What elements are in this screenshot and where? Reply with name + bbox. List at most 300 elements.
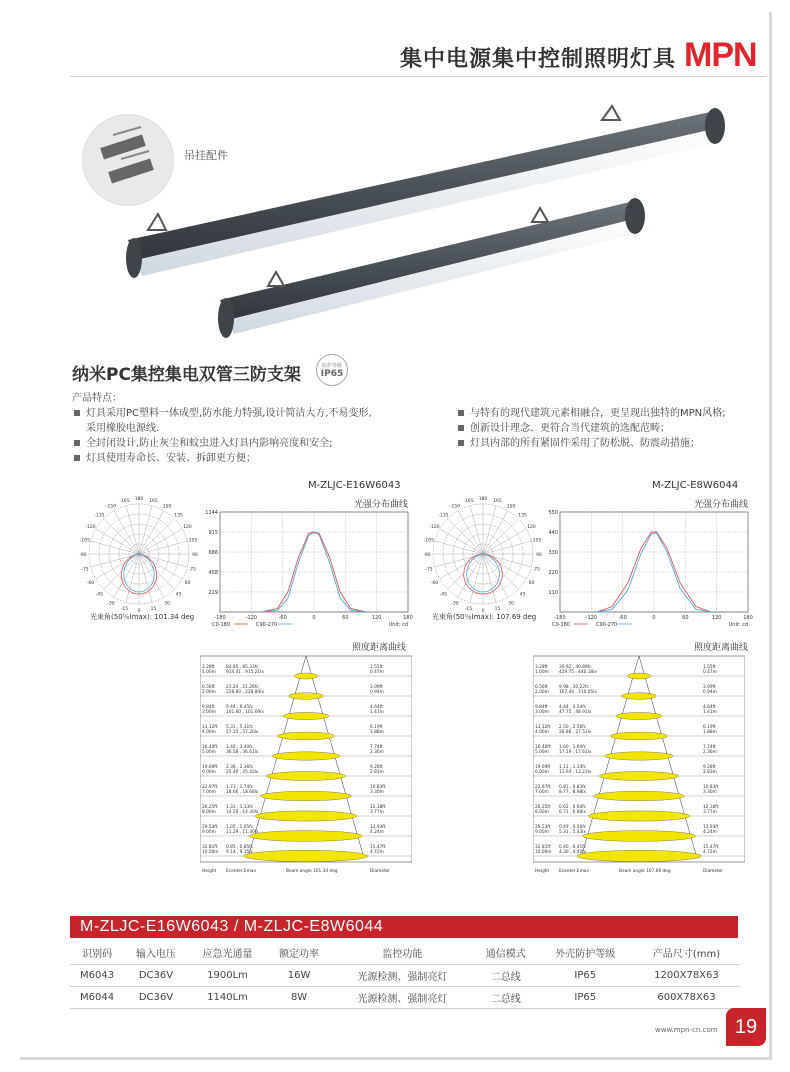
diameter-ft: 12.38ft (370, 805, 386, 810)
polar-tick-label: -30 (451, 601, 459, 607)
col-header: 应急光通量 (188, 942, 268, 964)
polar-tick-label: 90 (192, 553, 198, 558)
x-tick-label: -60 (278, 615, 287, 621)
polar-tick-label: -15 (120, 607, 129, 613)
y-tick-label: 1144 (205, 510, 218, 516)
col-header: 通信模式 (474, 942, 538, 964)
polar-tick-label: 0 (137, 609, 141, 614)
polar-tick-label: -150 (449, 504, 461, 510)
polar-tick-label: -165 (119, 498, 130, 504)
polar-tick-label: -60 (430, 581, 439, 586)
height-m: 9.00m (535, 830, 549, 835)
polar-tick-label: 75 (190, 567, 196, 573)
polar-spoke (91, 541, 139, 554)
beam-spot (622, 693, 656, 700)
polar-caption-left: 光束角(50％Imax): 101.34 deg (90, 613, 195, 621)
height-m: 8.00m (535, 810, 549, 815)
height-m: 5.00m (202, 750, 216, 755)
y-tick-label: 220 (548, 570, 558, 576)
polar-spoke (435, 541, 483, 554)
polar-tick-label: -135 (94, 513, 105, 519)
height-ft: 9.84ft (535, 705, 548, 710)
ip-badge-value: IP65 (320, 369, 344, 379)
polar-spoke (483, 554, 496, 602)
polar-spoke (458, 511, 483, 554)
polar-tick-label: 30 (508, 601, 514, 607)
x-tick-label: 0 (652, 615, 656, 621)
page-number: 19 (726, 1008, 766, 1046)
x-tick-label: -120 (245, 615, 258, 621)
diameter-m: 2.83m (703, 770, 717, 775)
diameter-ft: 6.19ft (370, 725, 383, 730)
polar-tick-label: 135 (518, 513, 527, 519)
diameter-ft: 9.28ft (703, 765, 716, 770)
polar-tick-label: -105 (79, 538, 91, 544)
polar-tick-label: -135 (438, 513, 449, 519)
polar-tick-label: 75 (534, 567, 540, 573)
diameter-ft: 13.93ft (370, 825, 386, 830)
cell: 二总线 (474, 986, 538, 1008)
illum-lx: 11.94 , 12.23lx (559, 770, 592, 775)
polar-tick-label: 60 (184, 581, 191, 586)
footer-height: Height (535, 869, 550, 874)
col-header: 产品尺寸(mm) (633, 942, 740, 964)
diameter-m: 4.24m (370, 830, 384, 835)
height-m: 1.00m (535, 670, 549, 675)
diameter-m: 3.77m (703, 810, 717, 815)
col-header: 额定功率 (267, 942, 331, 964)
diameter-m: 0.94m (703, 690, 717, 695)
polar-spoke (483, 519, 518, 554)
x-tick-label: 180 (403, 615, 413, 621)
diameter-ft: 15.47ft (370, 845, 386, 850)
polar-spoke (440, 554, 483, 579)
polar-tick-label: 165 (493, 498, 502, 504)
spec-band-title: M-ZLJC-E16W6043 / M-ZLJC-E8W6044 (80, 918, 384, 935)
height-m: 9.00m (202, 830, 216, 835)
polar-spoke (114, 511, 139, 554)
illum-lx: 18.66 , 18.68lx (226, 790, 259, 795)
polar-tick-label: -15 (464, 607, 473, 613)
polar-tick-label: 105 (188, 538, 198, 544)
beam-spot (583, 831, 696, 842)
height-m: 4.00m (202, 730, 216, 735)
polar-tick-label: 120 (183, 525, 192, 530)
illum-fc: 84.95 , 85.33fc (226, 665, 259, 670)
cell: DC36V (124, 986, 188, 1008)
diameter-m: 0.47m (370, 670, 384, 675)
diameter-ft: 15.47ft (703, 845, 719, 850)
illuminance-chart-left (200, 652, 412, 878)
height-ft: 6.56ft (202, 685, 215, 690)
height-ft: 19.69ft (202, 765, 218, 770)
intensity-title-left: 光强分布曲线 (354, 500, 409, 510)
polar-tick-label: -30 (107, 601, 115, 607)
x-tick-label: -120 (585, 615, 598, 621)
polar-tick-label: 150 (162, 504, 172, 510)
beam-spot (250, 831, 363, 842)
product-title: 纳米PC集控集电双管三防支架 (72, 365, 301, 385)
col-header: 监控功能 (331, 942, 474, 964)
height-ft: 16.40ft (535, 745, 551, 750)
legend-c90: C90-270 (256, 622, 278, 628)
website-url: www.mpn-cn.com (655, 1026, 718, 1034)
illum-lx: 11.29 , 11.30lx (226, 830, 259, 835)
diameter-ft: 10.83ft (703, 785, 719, 790)
polar-tick-label: -120 (85, 525, 96, 530)
beam-spot (289, 693, 323, 700)
height-ft: 13.12ft (535, 725, 551, 730)
diameter-ft: 6.19ft (703, 725, 716, 730)
y-tick-label: 458 (208, 569, 218, 576)
polar-spoke (483, 529, 526, 554)
cell: DC36V (124, 964, 188, 986)
height-m: 7.00m (202, 790, 216, 795)
beam-spot (244, 850, 368, 861)
height-ft: 9.84ft (202, 705, 215, 710)
cell: 1140Lm (188, 986, 268, 1008)
illum-fc: 0.85 , 0.85fc (226, 845, 254, 850)
diameter-m: 3.30m (703, 790, 717, 795)
polar-tick-label: -150 (105, 504, 117, 510)
feature-item: 灯具内部的所有紧固件采用了防松脱、防震动措施； (456, 436, 766, 451)
diameter-ft: 4.64ft (370, 705, 383, 710)
height-ft: 29.53ft (202, 825, 218, 830)
illum-lx: 57.15 , 57.20lx (226, 730, 259, 735)
polar-tick-label: 135 (174, 513, 183, 519)
polar-chart-right (418, 492, 548, 622)
polar-chart-left (74, 492, 204, 622)
footer-height: Height (202, 869, 217, 874)
illum-fc: 1.73 , 1.74fc (226, 785, 254, 790)
polar-tick-label: 180 (134, 497, 144, 502)
diameter-m: 1.41m (703, 710, 717, 715)
height-m: 5.00m (535, 750, 549, 755)
cell: IP65 (538, 986, 633, 1008)
diameter-m: 1.88m (370, 730, 384, 735)
polar-tick-label: -90 (79, 553, 87, 558)
polar-caption-right: 光束角(50％Imax): 107.69 deg (432, 613, 537, 621)
polar-spoke (139, 519, 174, 554)
illum-lx: 8.77 , 8.98lx (559, 790, 586, 795)
diameter-ft: 12.38ft (703, 805, 719, 810)
polar-spoke (448, 519, 483, 554)
illum-fc: 5.31 , 5.31fc (226, 725, 254, 730)
diameter-m: 3.77m (370, 810, 384, 815)
height-ft: 22.97ft (202, 785, 218, 790)
y-tick-label: 330 (548, 550, 558, 556)
beam-spot (272, 752, 340, 760)
intensity-chart-left (200, 508, 415, 636)
beam-spot (588, 811, 690, 821)
cell: 8W (267, 986, 331, 1008)
diameter-ft: 7.74ft (370, 745, 383, 750)
features-left (72, 406, 372, 466)
beam-spot (278, 732, 335, 740)
height-ft: 3.28ft (202, 665, 215, 670)
illum-lx: 26.86 , 27.51lx (559, 730, 592, 735)
height-m: 2.00m (535, 690, 549, 695)
cell: M6044 (70, 986, 124, 1008)
polar-spoke (483, 554, 508, 597)
polar-spoke (104, 519, 139, 554)
polar-spoke (139, 529, 182, 554)
beam-spot (283, 712, 329, 719)
cell: 600X78X63 (633, 986, 740, 1008)
polar-spoke (483, 506, 496, 554)
illum-fc: 2.36 , 2.36fc (226, 765, 254, 770)
features-heading: 产品特点： (72, 393, 122, 404)
beam-spot (616, 712, 662, 719)
cell: 1200X78X63 (633, 964, 740, 986)
diameter-ft: 7.74ft (703, 745, 716, 750)
polar-tick-label: -75 (81, 567, 89, 573)
diameter-ft: 3.09ft (703, 685, 716, 690)
height-m: 6.00m (202, 770, 216, 775)
accessory-label: 吊挂配件 (184, 149, 228, 162)
hanging-accessory-image (82, 114, 174, 206)
polar-spoke (96, 529, 139, 554)
polar-spoke (483, 554, 526, 579)
polar-tick-label: 15 (150, 607, 157, 613)
height-m: 1.00m (202, 670, 216, 675)
illum-fc: 9.98 , 10.22fc (559, 685, 589, 690)
spec-table (70, 942, 740, 1009)
height-ft: 32.81ft (535, 845, 551, 850)
x-tick-label: -180 (554, 615, 566, 621)
x-tick-label: -60 (618, 615, 627, 621)
diameter-m: 1.41m (370, 710, 384, 715)
polar-tick-label: 45 (175, 592, 182, 598)
height-ft: 13.12ft (202, 725, 218, 730)
illum-fc: 1.05 , 1.05fc (226, 825, 254, 830)
diameter-m: 2.36m (703, 750, 717, 755)
polar-tick-label: 120 (527, 525, 536, 530)
diameter-m: 4.72m (703, 850, 717, 855)
unit-label: Unit: cd (728, 622, 748, 628)
ip-badge-caption: 防护等级 (321, 363, 342, 369)
beam-spot (594, 791, 684, 801)
height-ft: 16.40ft (202, 745, 218, 750)
height-m: 10.00m (535, 850, 552, 855)
polar-spoke (483, 541, 531, 554)
polar-tick-label: 150 (506, 504, 516, 510)
header-divider (70, 76, 766, 77)
cell: 1900Lm (188, 964, 268, 986)
diameter-ft: 1.55ft (703, 665, 716, 670)
x-tick-label: 60 (682, 615, 689, 621)
diameter-m: 4.24m (703, 830, 717, 835)
height-m: 4.00m (535, 730, 549, 735)
beam-spot (294, 673, 317, 679)
polar-tick-label: -90 (423, 553, 431, 558)
polar-spoke (139, 541, 187, 554)
legend-c0: C0-180 (212, 622, 231, 628)
footer-ecenter: Ecenter,Emax (559, 869, 589, 874)
illum-fc: 3.40 , 3.40fc (226, 745, 254, 750)
illum-fc: 4.44 , 4.54fc (559, 705, 587, 710)
brand-logo: MPN (684, 36, 757, 74)
y-tick-label: 686 (208, 550, 218, 557)
y-tick-label: 915 (208, 530, 218, 537)
illum-fc: 0.81 , 0.83fc (559, 785, 587, 790)
cell: 光源检测、强制亮灯 (331, 964, 474, 986)
illuminance-title-left: 照度距离曲线 (352, 643, 407, 653)
polar-spoke (440, 529, 483, 554)
page-header-title: 集中电源集中控制照明灯具 (400, 47, 677, 72)
diameter-ft: 1.55ft (370, 665, 383, 670)
y-tick-label: 550 (548, 510, 558, 516)
polar-tick-label: 45 (519, 592, 526, 598)
x-tick-label: 120 (371, 615, 382, 621)
illum-lx: 36.58 , 36.61lx (226, 750, 259, 755)
height-m: 3.00m (202, 710, 216, 715)
illuminance-chart-right (533, 652, 745, 878)
illum-lx: 17.19 , 17.61lx (559, 750, 592, 755)
polar-spoke (470, 506, 483, 554)
illum-fc: 1.11 , 1.14fc (559, 765, 587, 770)
diameter-ft: 13.93ft (703, 825, 719, 830)
cell: M6043 (70, 964, 124, 986)
illum-lx: 25.40 , 25.42lx (226, 770, 259, 775)
intensity-title-right: 光强分布曲线 (694, 500, 749, 510)
col-header: 外壳防护等级 (538, 942, 633, 964)
diameter-ft: 9.28ft (370, 765, 383, 770)
x-tick-label: 0 (312, 615, 316, 621)
cell: 16W (267, 964, 331, 986)
legend-c90: C90-270 (596, 622, 618, 628)
diameter-m: 0.47m (703, 670, 717, 675)
polar-tick-label: -120 (429, 525, 440, 530)
illum-lx: 429.75 , 440.18lx (559, 670, 597, 675)
x-tick-label: 60 (342, 615, 349, 621)
illum-lx: 6.71 , 6.88lx (559, 810, 586, 815)
bracket-icon (83, 115, 175, 207)
polar-tick-label: -45 (95, 592, 104, 598)
polar-spoke (96, 554, 139, 579)
polar-spoke (139, 554, 182, 579)
model-label-right: M-ZLJC-E8W6044 (652, 480, 739, 491)
height-m: 10.00m (202, 850, 219, 855)
polar-tick-label: 15 (494, 607, 501, 613)
illum-lx: 47.75 , 48.91lx (559, 710, 592, 715)
ip-rating-badge (316, 354, 348, 386)
height-m: 3.00m (535, 710, 549, 715)
illum-fc: 0.40 , 0.41fc (559, 845, 587, 850)
table-row (70, 986, 740, 1008)
beam-spot (627, 673, 650, 679)
polar-tick-label: 165 (149, 498, 158, 504)
diameter-ft: 4.64ft (703, 705, 716, 710)
y-tick-label: 229 (208, 589, 218, 596)
height-ft: 6.56ft (535, 685, 548, 690)
feature-item: 与特有的现代建筑元素相融合，更呈现出独特的MPN风格; (456, 406, 766, 421)
feature-item: 灯具采用PC塑料一体成型,防水能力特强,设计简洁大方,不易变形,采用橡胶电源线. (72, 406, 372, 436)
diameter-m: 2.83m (370, 770, 384, 775)
illum-lx: 4.30 , 4.40lx (559, 850, 586, 855)
height-ft: 26.25ft (535, 805, 551, 810)
illum-fc: 1.33 , 1.33fc (226, 805, 254, 810)
illum-lx: 5.31 , 5.43lx (559, 830, 586, 835)
polar-tick-label: -105 (423, 538, 435, 544)
col-header: 识别码 (70, 942, 124, 964)
polar-spoke (483, 511, 508, 554)
table-row (70, 964, 740, 986)
x-tick-label: 180 (743, 615, 753, 621)
polar-tick-label: 0 (481, 609, 485, 614)
diameter-ft: 10.83ft (370, 785, 386, 790)
x-tick-label: 120 (711, 615, 722, 621)
y-tick-label: 110 (548, 590, 558, 596)
feature-item: 灯具使用寿命长、安装、拆卸更方便； (72, 451, 372, 466)
polar-spoke (126, 506, 139, 554)
illum-fc: 0.49 , 0.50fc (559, 825, 587, 830)
height-m: 8.00m (202, 810, 216, 815)
illum-lx: 107.44 , 110.05lx (559, 690, 597, 695)
footer-beam-angle: Beam angle 107.69 deg (619, 869, 671, 874)
model-label-left: M-ZLJC-E16W6043 (308, 480, 401, 491)
height-ft: 32.81ft (202, 845, 218, 850)
polar-spoke (448, 554, 483, 589)
polar-spoke (139, 506, 152, 554)
beam-spot (599, 772, 678, 781)
illum-lx: 14.29 , 14.30lx (226, 810, 259, 815)
beam-spot (261, 791, 351, 801)
polar-tick-label: 105 (532, 538, 542, 544)
footer-diameter: Diameter (703, 869, 724, 874)
height-m: 2.00m (202, 690, 216, 695)
illum-lx: 101.60 , 101.69lx (226, 710, 264, 715)
beam-spot (255, 811, 357, 821)
illum-fc: 21.24 , 21.26fc (226, 685, 259, 690)
feature-item: 全封闭设计,防止灰尘和蚊虫进入灯具内影响亮度和安全; (72, 436, 372, 451)
illum-fc: 0.62 , 0.64fc (559, 805, 587, 810)
polar-tick-label: -165 (463, 498, 474, 504)
illum-lx: 9.14 , 9.15lx (226, 850, 253, 855)
polar-spoke (470, 554, 483, 602)
beam-spot (266, 772, 345, 781)
illum-fc: 9.44 , 9.45fc (226, 705, 254, 710)
polar-tick-label: -45 (439, 592, 448, 598)
polar-spoke (139, 511, 164, 554)
diameter-m: 4.72m (370, 850, 384, 855)
footer-diameter: Diameter (370, 869, 391, 874)
illum-fc: 39.92 , 40.89fc (559, 665, 592, 670)
polar-tick-label: 180 (478, 497, 488, 502)
diameter-m: 2.36m (370, 750, 384, 755)
height-ft: 3.28ft (535, 665, 548, 670)
illum-lx: 914.41 , 915.21lx (226, 670, 264, 675)
y-tick-label: 440 (548, 530, 558, 536)
polar-tick-label: -60 (86, 581, 95, 586)
cell: IP65 (538, 964, 633, 986)
height-ft: 26.25ft (202, 805, 218, 810)
illum-fc: 1.60 , 1.64fc (559, 745, 587, 750)
features-right (456, 406, 766, 451)
polar-spoke (458, 554, 483, 597)
illum-lx: 228.60 , 228.80lx (226, 690, 264, 695)
beam-spot (605, 752, 673, 760)
polar-tick-label: 90 (536, 553, 542, 558)
col-header: 输入电压 (124, 942, 188, 964)
illuminance-title-right: 照度距离曲线 (694, 643, 749, 653)
x-tick-label: -180 (214, 615, 226, 621)
legend-c0: C0-180 (552, 622, 571, 628)
height-ft: 22.97ft (535, 785, 551, 790)
height-m: 6.00m (535, 770, 549, 775)
polar-tick-label: 30 (164, 601, 170, 607)
unit-label: Unit: cd (388, 622, 408, 628)
